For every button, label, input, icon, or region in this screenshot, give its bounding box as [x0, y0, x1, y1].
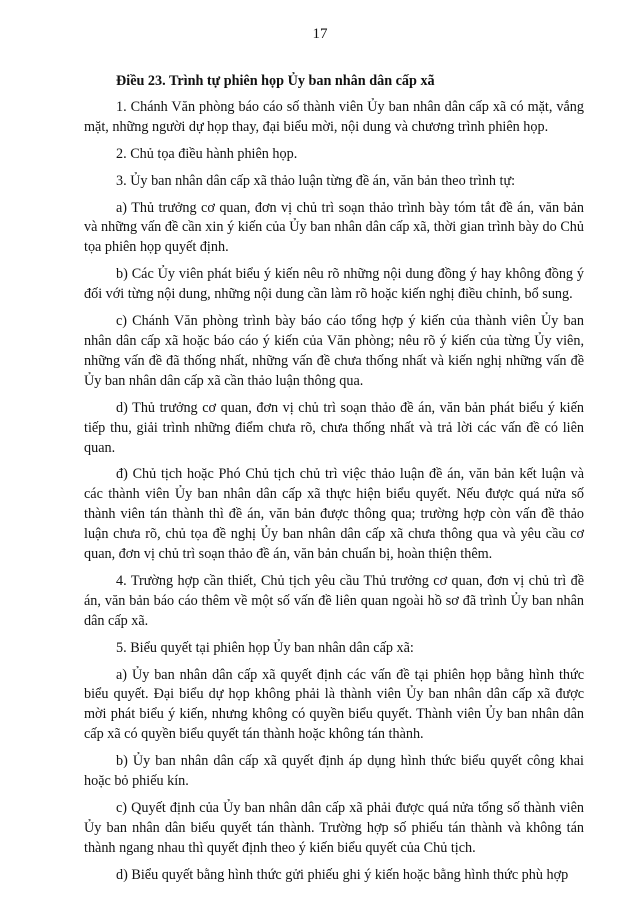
page-number: 17: [312, 26, 328, 42]
paragraph-clause-1: 1. Chánh Văn phòng báo cáo số thành viên Ủy ban nhân dân cấp xã có mặt, vắng mặt, những người dự họp thay, đại biểu mời, nội dung và chương trình phiên họp.: [84, 98, 584, 135]
paragraph-clause-5c: c) Quyết định của Ủy ban nhân dân cấp xã phải được quá nửa tổng số thành viên Ủy ban nhân dân biểu quyết tán thành. Trường hợp số phiếu tán thành và không tán thành ngang nhau thì quyết định theo ý kiến biểu quyết của Chủ tịch.: [84, 800, 584, 856]
paragraph-clause-3: 3. Ủy ban nhân dân cấp xã thảo luận từng đề án, văn bản theo trình tự:: [116, 172, 516, 189]
paragraph-clause-2: 2. Chủ tọa điều hành phiên họp.: [116, 145, 298, 162]
paragraph-clause-5a: a) Ủy ban nhân dân cấp xã quyết định các vấn đề tại phiên họp bằng hình thức biểu quyết. Đại biểu dự họp không phải là thành viên Ủy ban nhân dân cấp xã được mời phát biểu ý kiến, nhưng không có quyền biểu quyết. Thành viên Ủy ban nhân dân cấp xã có quyền biểu quyết tán thành hoặc không tán thành.: [84, 666, 584, 743]
paragraph-clause-3dd: đ) Chủ tịch hoặc Phó Chủ tịch chủ trì việc thảo luận đề án, văn bản kết luận và các thành viên Ủy ban nhân dân cấp xã thực hiện biểu quyết. Nếu được quá nửa số thành viên tán thành thì đề án, văn bản được thông qua; trường hợp còn vấn đề thảo luận chưa rõ, chủ tọa đề nghị Ủy ban nhân dân cấp xã chưa thông qua và yêu cầu cơ quan, đơn vị chủ trì soạn thảo đề án, văn bản chuẩn bị, hoàn thiện thêm.: [84, 466, 584, 563]
article-body: [84, 72, 584, 893]
paragraph-clause-5b: b) Ủy ban nhân dân cấp xã quyết định áp dụng hình thức biểu quyết công khai hoặc bỏ phiếu kín.: [84, 753, 584, 790]
paragraph-clause-3b: b) Các Ủy viên phát biểu ý kiến nêu rõ những nội dung đồng ý hay không đồng ý đối với từng nội dung, những nội dung cần làm rõ hoặc kiến nghị điều chỉnh, bổ sung.: [84, 266, 584, 303]
paragraph-clause-5: 5. Biểu quyết tại phiên họp Ủy ban nhân dân cấp xã:: [116, 639, 414, 656]
article-heading: Điều 23. Trình tự phiên họp Ủy ban nhân dân cấp xã: [116, 73, 435, 89]
paragraph-clause-3d: d) Thủ trưởng cơ quan, đơn vị chủ trì soạn thảo đề án, văn bản phát biểu ý kiến tiếp thu, giải trình những điểm chưa rõ, chưa thống nhất và trả lời các vấn đề có liên quan.: [84, 399, 584, 456]
paragraph-clause-3c: c) Chánh Văn phòng trình bày báo cáo tổng hợp ý kiến của thành viên Ủy ban nhân dân cấp xã hoặc báo cáo ý kiến của Văn phòng; nêu rõ ý kiến của từng Ủy viên, những vấn đề đã thống nhất, những vấn đề chưa thống nhất và kiến nghị những vấn đề Ủy ban nhân dân cấp xã cần thảo luận thông qua.: [84, 313, 584, 389]
paragraph-clause-5d: d) Biểu quyết bằng hình thức gửi phiếu ghi ý kiến hoặc bằng hình thức phù hợp: [116, 866, 569, 883]
paragraph-clause-3a: a) Thủ trưởng cơ quan, đơn vị chủ trì soạn thảo trình bày tóm tắt đề án, văn bản và những vấn đề cần xin ý kiến của Ủy ban nhân dân cấp xã, thời gian trình bày do Chủ tọa phiên họp quyết định.: [84, 199, 584, 256]
paragraph-clause-4: 4. Trường hợp cần thiết, Chủ tịch yêu cầu Thủ trưởng cơ quan, đơn vị chủ trì đề án, văn bản báo cáo thêm về một số vấn đề liên quan ngoài hồ sơ đã trình Ủy ban nhân dân cấp xã.: [84, 572, 584, 629]
